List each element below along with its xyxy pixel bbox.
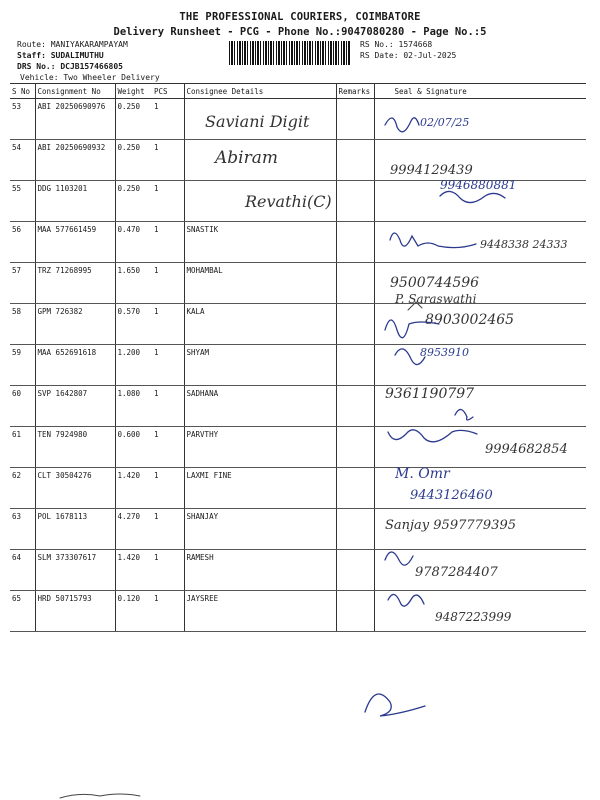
handwritten-phone: 9361190797 <box>385 386 475 402</box>
cell-consignment: DDG 1103201 <box>35 181 115 222</box>
cell-weight: 1.200 <box>115 345 152 386</box>
handwritten-phone: 9443126460 <box>410 488 493 503</box>
cell-weight: 0.570 <box>115 304 152 345</box>
signature-scribble <box>385 118 419 132</box>
signature-scribble <box>455 409 473 420</box>
signature-scribble <box>440 191 505 202</box>
cell-consignment: MAA 577661459 <box>35 222 115 263</box>
cell-weight: 4.270 <box>115 509 152 550</box>
col-header-signature: Seal & Signature <box>374 84 586 99</box>
rs-date: RS Date: 02-Jul-2025 <box>360 51 457 60</box>
signature-scribble <box>408 302 422 310</box>
cell-sno: 64 <box>10 550 35 591</box>
drs-number: DRS No.: DCJB157466805 <box>17 62 123 71</box>
signature-scribble <box>395 349 425 365</box>
cell-pcs: 1 <box>152 304 184 345</box>
cell-sno: 61 <box>10 427 35 468</box>
cell-weight: 0.250 <box>115 181 152 222</box>
cell-consignment: TRZ 71268995 <box>35 263 115 304</box>
cell-consignee: SHANJAY <box>184 509 336 550</box>
cell-pcs: 1 <box>152 509 184 550</box>
cell-weight: 1.080 <box>115 386 152 427</box>
cell-consignee: SHYAM <box>184 345 336 386</box>
cell-pcs: 1 <box>152 427 184 468</box>
signature-scribble <box>365 694 425 716</box>
vehicle-label: Vehicle: Two Wheeler Delivery <box>20 73 160 82</box>
cell-sno: 63 <box>10 509 35 550</box>
cell-pcs: 1 <box>152 550 184 591</box>
handwritten-phone: 9500744596 <box>390 275 480 291</box>
cell-consignee: RAMESH <box>184 550 336 591</box>
handwritten-phone: 9994129439 <box>390 163 473 178</box>
handwritten-phone: 8903002465 <box>425 312 515 328</box>
cell-consignment: TEN 7924980 <box>35 427 115 468</box>
handwritten-name: M. Omr <box>395 466 450 482</box>
cell-weight: 0.250 <box>115 99 152 140</box>
handwritten-name: P. Saraswathi <box>395 292 477 306</box>
cell-weight: 1.420 <box>115 550 152 591</box>
handwritten-signature: 02/07/25 <box>420 116 470 129</box>
cell-sno: 53 <box>10 99 35 140</box>
cell-weight: 0.120 <box>115 591 152 632</box>
cell-weight: 0.470 <box>115 222 152 263</box>
cell-pcs: 1 <box>152 222 184 263</box>
runsheet-subtitle: Delivery Runsheet - PCG - Phone No.:9047080280 - Page No.:5 <box>113 26 487 38</box>
cell-consignment: POL 1678113 <box>35 509 115 550</box>
handwritten-phone: 9787284407 <box>415 565 498 580</box>
handwritten-name: Revathi(C) <box>245 192 332 211</box>
cell-pcs: 1 <box>152 468 184 509</box>
handwritten-name: Abiram <box>215 148 278 168</box>
cell-consignment: SVP 1642807 <box>35 386 115 427</box>
col-header-sno: S No <box>10 84 35 99</box>
col-header-remarks: Remarks <box>336 84 374 99</box>
cell-consignee: JAYSREE <box>184 591 336 632</box>
cell-pcs: 1 <box>152 263 184 304</box>
signature-scribble <box>60 794 140 798</box>
handwritten-name: Saviani Digit <box>205 112 310 131</box>
col-header-pcs: PCS <box>152 84 184 99</box>
cell-consignment: MAA 652691618 <box>35 345 115 386</box>
cell-sno: 59 <box>10 345 35 386</box>
cell-pcs: 1 <box>152 386 184 427</box>
handwritten-name: Sanjay 9597779395 <box>385 518 516 533</box>
cell-consignment: HRD 50715793 <box>35 591 115 632</box>
cell-consignment: ABI 20250690976 <box>35 99 115 140</box>
cell-sno: 54 <box>10 140 35 181</box>
cell-pcs: 1 <box>152 99 184 140</box>
cell-consignment: GPM 726382 <box>35 304 115 345</box>
rs-number: RS No.: 1574668 <box>360 40 433 49</box>
col-header-consignment: Consignment No <box>35 84 115 99</box>
cell-consignee: LAXMI FINE <box>184 468 336 509</box>
cell-consignee: MOHAMBAL <box>184 263 336 304</box>
signature-scribble <box>385 552 413 565</box>
cell-weight: 1.420 <box>115 468 152 509</box>
handwritten-phone: 9946880881 <box>440 178 517 192</box>
handwritten-phone: 9994682854 <box>485 442 568 457</box>
cell-sno: 58 <box>10 304 35 345</box>
cell-consignment: CLT 30504276 <box>35 468 115 509</box>
cell-weight: 0.250 <box>115 140 152 181</box>
signature-scribble <box>388 430 477 442</box>
handwritten-phone: 9487223999 <box>435 610 512 624</box>
cell-weight: 1.650 <box>115 263 152 304</box>
handwritten-phone: 8953910 <box>420 346 469 359</box>
col-header-consignee: Consignee Details <box>184 84 336 99</box>
signature-scribble <box>390 233 476 248</box>
cell-weight: 0.600 <box>115 427 152 468</box>
cell-consignee: KALA <box>184 304 336 345</box>
cell-consignment: SLM 373307617 <box>35 550 115 591</box>
cell-pcs: 1 <box>152 591 184 632</box>
col-header-weight: Weight <box>115 84 152 99</box>
cell-sno: 56 <box>10 222 35 263</box>
handwritten-phone: 9448338 24333 <box>480 238 568 251</box>
page-title: THE PROFESSIONAL COURIERS, COIMBATORE <box>179 11 421 23</box>
cell-consignee: SADHANA <box>184 386 336 427</box>
cell-consignee: PARVTHY <box>184 427 336 468</box>
cell-sno: 57 <box>10 263 35 304</box>
cell-sno: 60 <box>10 386 35 427</box>
cell-sno: 55 <box>10 181 35 222</box>
cell-consignment: ABI 20250690932 <box>35 140 115 181</box>
cell-pcs: 1 <box>152 345 184 386</box>
cell-consignee: SNASTIK <box>184 222 336 263</box>
staff-label: Staff: SUDALIMUTHU <box>17 51 104 60</box>
cell-sno: 65 <box>10 591 35 632</box>
cell-pcs: 1 <box>152 181 184 222</box>
route-label: Route: MANIYAKARAMPAYAM <box>17 40 128 49</box>
signature-scribble <box>385 320 439 338</box>
cell-sno: 62 <box>10 468 35 509</box>
cell-pcs: 1 <box>152 140 184 181</box>
signature-scribble <box>388 594 424 606</box>
